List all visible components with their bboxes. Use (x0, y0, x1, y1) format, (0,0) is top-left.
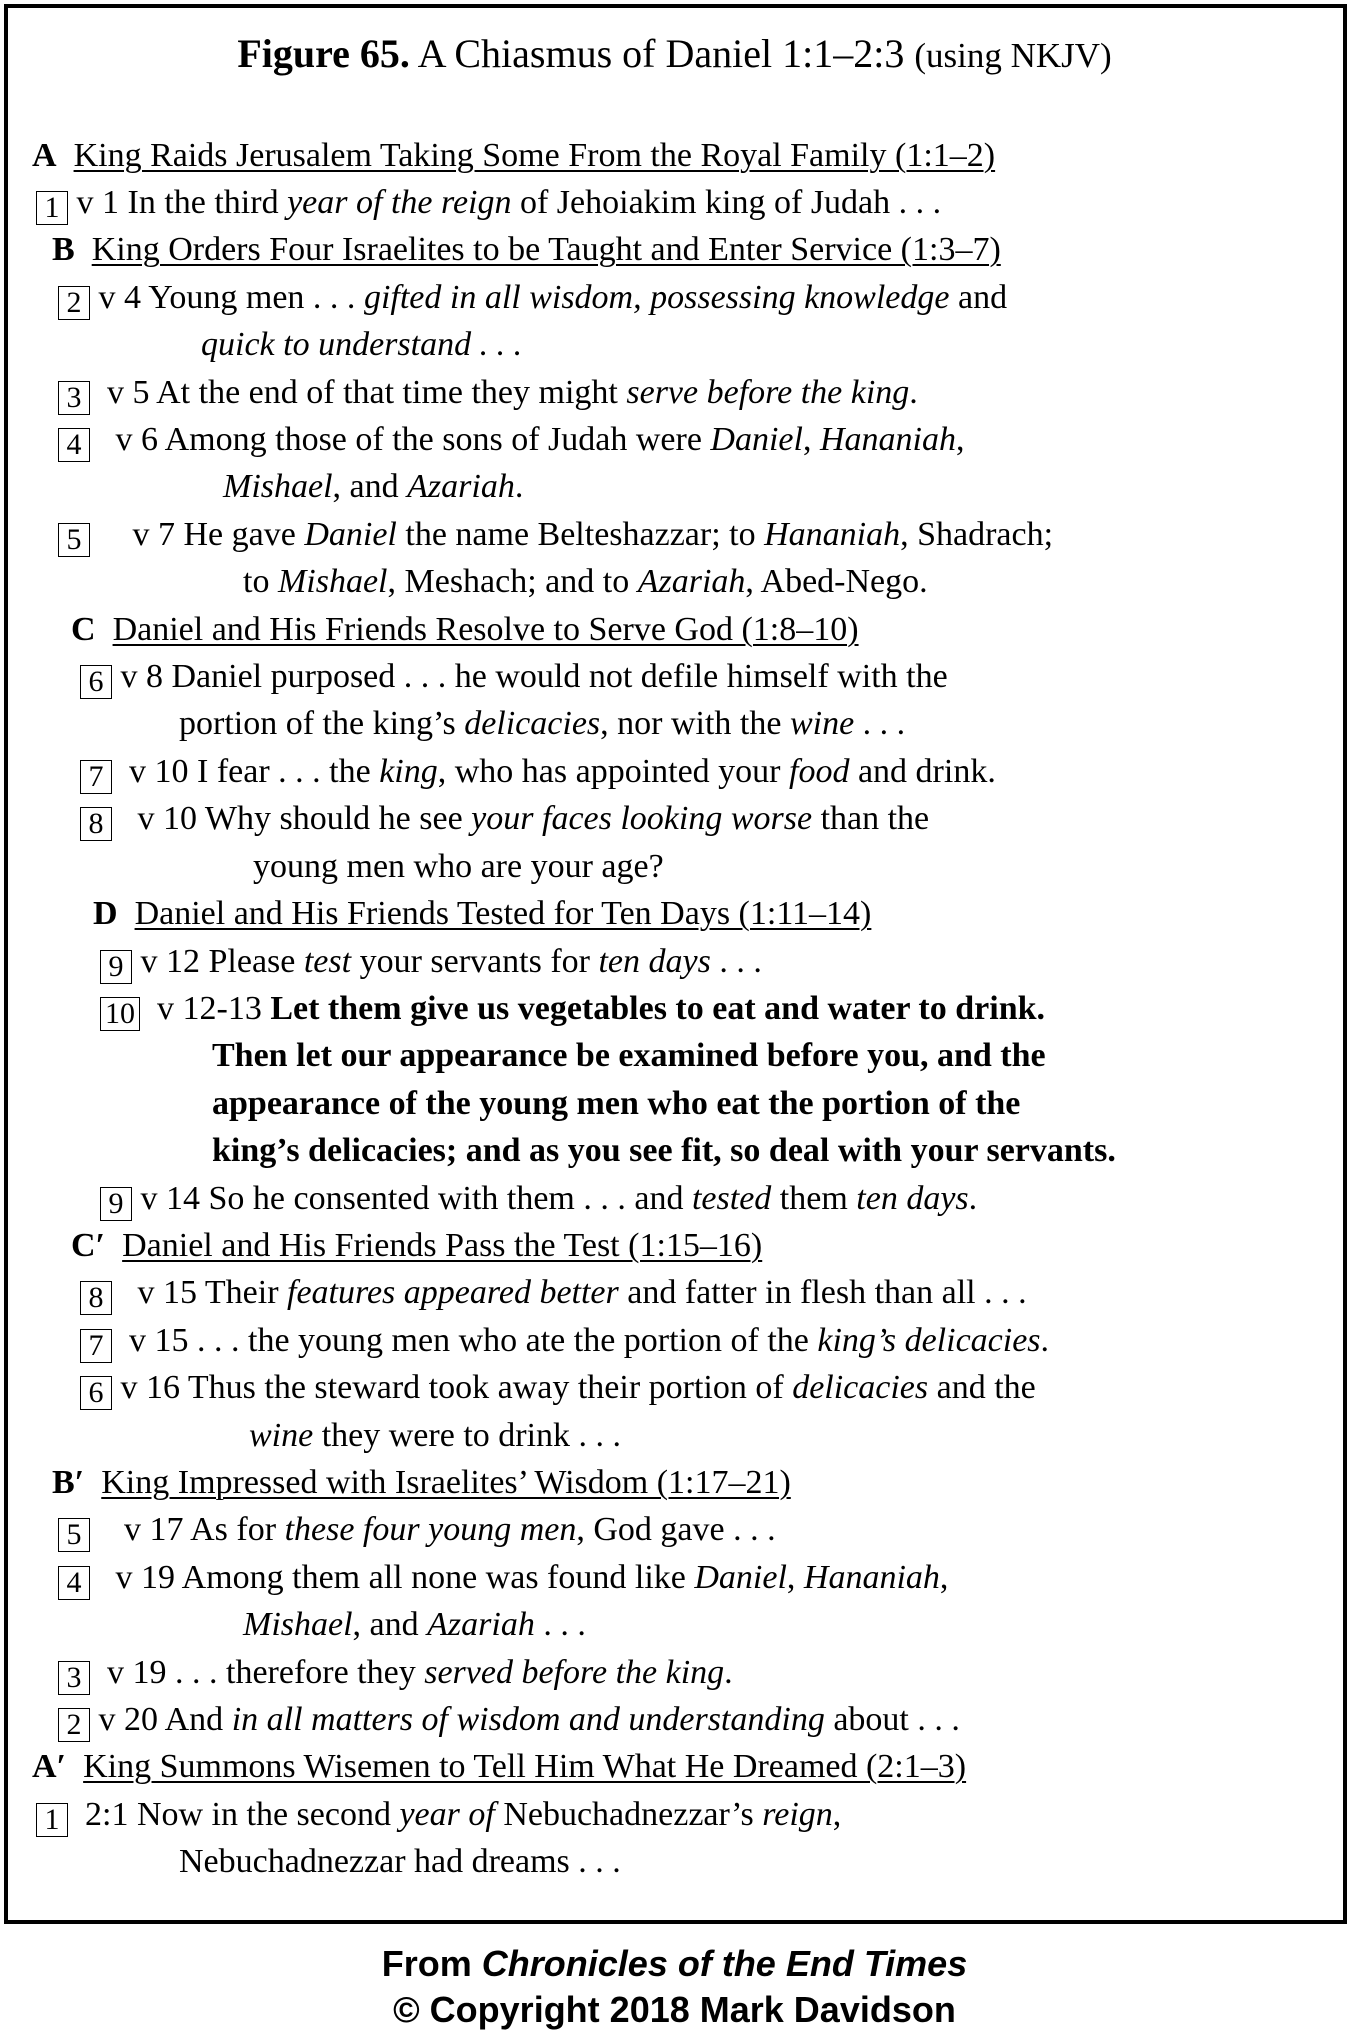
section-heading-b (52, 228, 1001, 272)
item-number-box: 2 (58, 1708, 90, 1742)
section-title: King Summons Wisemen to Tell Him What He Dreamed (2:1–3) (83, 1748, 967, 1785)
item-number-box: 7 (80, 760, 112, 794)
verse-continuation: king’s delicacies; and as you see fit, so deal with your servants. (212, 1132, 1116, 1169)
verse-continuation: to Mishael, Meshach; and to Azariah, Abed-Nego. (243, 563, 928, 600)
section-heading-d (93, 892, 871, 936)
item-number-box: 1 (36, 191, 68, 225)
item-number-box: 5 (58, 1518, 90, 1552)
verse-continuation: Mishael, and Azariah. (223, 468, 524, 505)
verse-line: 4 v 6 Among those of the sons of Judah were Daniel, Hananiah, (58, 418, 964, 462)
verse-line: 2 v 4 Young men . . . gifted in all wisdom, possessing knowledge and (58, 276, 1007, 320)
book-title: Chronicles of the End Times (481, 1943, 968, 1984)
verse-line: 6 v 8 Daniel purposed . . . he would not defile himself with the (80, 655, 948, 699)
item-number-box: 6 (80, 1376, 112, 1410)
section-letter: A (32, 137, 57, 174)
verse-continuation: quick to understand . . . (201, 326, 523, 363)
verse-line: 2 v 20 And in all matters of wisdom and understanding about . . . (58, 1698, 960, 1742)
verse-continuation: Nebuchadnezzar had dreams . . . (179, 1843, 621, 1880)
verse-continuation: young men who are your age? (253, 848, 664, 885)
figure-title (0, 30, 1349, 80)
item-number-box: 3 (58, 381, 90, 415)
verse-line: 5 v 17 As for these four young men, God gave . . . (58, 1508, 776, 1552)
source-credit: From Chronicles of the End Times (381, 1943, 968, 1984)
verse-line: 4 v 19 Among them all none was found like Daniel, Hananiah, (58, 1556, 948, 1600)
section-heading-c-prime (71, 1224, 762, 1268)
item-number-box: 3 (58, 1661, 90, 1695)
verse-line: 7 v 10 I fear . . . the king, who has appointed your food and drink. (80, 750, 996, 794)
item-number-box: 10 (100, 997, 140, 1031)
section-heading-a-prime (32, 1745, 966, 1789)
verse-line: 9 v 14 So he consented with them . . . and tested them ten days. (100, 1177, 977, 1221)
section-letter: C′ (71, 1227, 106, 1264)
section-heading-b-prime (52, 1461, 791, 1505)
item-number-box: 7 (80, 1329, 112, 1363)
verse-line: 6 v 16 Thus the steward took away their portion of delicacies and the (80, 1366, 1036, 1410)
copyright-notice: © Copyright 2018 Mark Davidson (393, 1989, 956, 2030)
item-number-box: 5 (58, 523, 90, 557)
item-number-box: 6 (80, 665, 112, 699)
section-heading-c (71, 608, 859, 652)
figure-label: Figure 65. (237, 31, 410, 76)
verse-line: 5 v 7 He gave Daniel the name Belteshazzar; to Hananiah, Shadrach; (58, 513, 1053, 557)
section-letter: A′ (32, 1748, 67, 1785)
verse-line: 8 v 10 Why should he see your faces looking worse than the (80, 797, 929, 841)
verse-continuation: wine they were to drink . . . (249, 1417, 622, 1454)
verse-line: 9 v 12 Please test your servants for ten days . . . (100, 940, 762, 984)
item-number-box: 8 (80, 1281, 112, 1315)
verse-line-center: 10 v 12-13 Let them give us vegetables to eat and water to drink. (100, 987, 1045, 1031)
section-heading-a (32, 134, 995, 178)
item-number-box: 9 (100, 1187, 132, 1221)
figure-version-note: (using NKJV) (914, 36, 1112, 75)
verse-line: 1 v 1 In the third year of the reign of Jehoiakim king of Judah . . . (36, 181, 941, 225)
verse-line: 3 v 19 . . . therefore they served before the king. (58, 1651, 733, 1695)
verse-continuation: Then let our appearance be examined before you, and the (212, 1037, 1046, 1074)
item-number-box: 1 (36, 1803, 68, 1837)
verse-continuation: portion of the king’s delicacies, nor with the wine . . . (179, 705, 906, 742)
verse-line: 8 v 15 Their features appeared better and fatter in flesh than all . . . (80, 1271, 1027, 1315)
section-title: King Raids Jerusalem Taking Some From the Royal Family (1:1–2) (73, 137, 996, 174)
item-number-box: 8 (80, 807, 112, 841)
item-number-box: 4 (58, 1566, 90, 1600)
item-number-box: 9 (100, 950, 132, 984)
section-title: King Impressed with Israelites’ Wisdom (1:17–21) (101, 1464, 791, 1501)
section-letter: C (71, 611, 96, 648)
section-letter: D (93, 895, 118, 932)
verse-line: 7 v 15 . . . the young men who ate the portion of the king’s delicacies. (80, 1319, 1049, 1363)
section-title: Daniel and His Friends Tested for Ten Days (1:11–14) (134, 895, 872, 932)
item-number-box: 4 (58, 428, 90, 462)
verse-continuation: appearance of the young men who eat the portion of the (212, 1085, 1021, 1122)
verse-continuation: Mishael, and Azariah . . . (243, 1606, 586, 1643)
figure-title-text: A Chiasmus of Daniel 1:1–2:3 (409, 31, 915, 76)
section-title: Daniel and His Friends Pass the Test (1:15–16) (122, 1227, 763, 1264)
verse-line: 1 2:1 Now in the second year of Nebuchadnezzar’s reign, (36, 1793, 841, 1837)
item-number-box: 2 (58, 286, 90, 320)
section-title: King Orders Four Israelites to be Taught and Enter Service (1:3–7) (91, 231, 1001, 268)
section-title: Daniel and His Friends Resolve to Serve God (1:8–10) (112, 611, 859, 648)
verse-line: 3 v 5 At the end of that time they might serve before the king. (58, 371, 918, 415)
section-letter: B′ (52, 1464, 85, 1501)
section-letter: B (52, 231, 75, 268)
